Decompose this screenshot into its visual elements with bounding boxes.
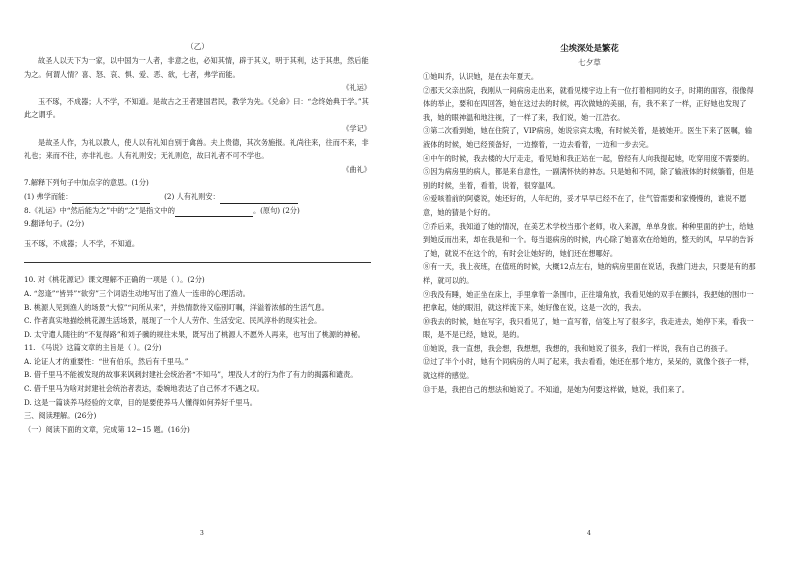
question-7-items: [24, 190, 371, 204]
section-3-1-heading: （一）阅读下面的文章，完成第 12~15 题。(16分): [24, 424, 190, 434]
article-paragraph: ⑧有一天，我上夜班，在值班的时候，大概12点左右，她的病房里面在说话，我推门进去，只要是有的那样，就可以的。: [423, 262, 756, 285]
article-paragraph: ③第二次看到她，她在住院了，VIP病房，她说宗宾太晚，有时候关着，是被她开。医生下来了医嘱，输液体的时候，她已经预备好，一边擦着，一边去看着，一边和一步去完。: [423, 126, 753, 149]
article-paragraph: ⑩我去的时候，她在写字，我只看见了，她一直写着，信笺上写了很多字，我走进去，她停下来，看我一眼，是不是已经，她说，是的。: [423, 316, 754, 340]
answer-line[interactable]: [24, 262, 371, 263]
source-label: 《学记》: [342, 123, 371, 133]
question-8-tail: 。(原句) (2分): [252, 205, 300, 215]
option-d: D. 这是一篇谈养马经验的文章，目的是要使养马人懂得如何养好千里马。: [24, 397, 257, 407]
article-paragraph: ⑤因为病房里的病人，都是来自意性，一副满怀快的神态。只是她和不同，除了输液体的时候躺着，但是别的时候，坐着，看着，说着，很穿温风。: [423, 167, 754, 190]
answer-blank[interactable]: [175, 208, 253, 217]
article-paragraph: ⑨我没有睡，她正坐在床上，手里拿着一条围巾，正往墙角放，我看见她的双手在颤抖，我把她的围巾一把拿起，她的眼泪，就这样流下来，她好像在说，这是一次的，我去。: [423, 289, 754, 313]
page-number: 3: [200, 530, 204, 537]
option-c: C. 借千里马为啥对封建社会统治者表达，委婉地表达了自己怀才不遇之叹。: [24, 384, 264, 394]
article-paragraph: ⑥爱咳着前的阿婆说，她还好的，人年纪的，妥才早早已经不在了，住气管需要和家慢慢的，谁说不愿意，她的猜是个好的。: [423, 194, 747, 217]
article-paragraph: ①她叫乔，认识她，是在去年夏天。: [423, 72, 539, 81]
question-10: 10. 对《桃花源记》课文理解不正确的一项是（ ）。(2分): [24, 275, 205, 285]
question-9: 9.翻译句子。(2分): [24, 219, 85, 229]
question-9-sentence: 玉不琢，不成器；人不学，不知道。: [24, 238, 140, 248]
article-paragraph: ⑫过了半个小时，她有个同病房的人叫了起来，我去看看，她还在那个地方，呆呆的，就像个孩子一样，就这样的感觉。: [423, 357, 754, 381]
option-c: C. 作者真实地描绘桃花源生活场景，展现了一个人人劳作、生活安定、民风淳朴的现实社会。: [24, 316, 322, 326]
page-number: 4: [587, 530, 591, 537]
option-a: A. 论证人才的重要性：“世有伯乐，然后有千里马。”: [24, 356, 189, 366]
article-paragraph: ⑪她说，我一直想，我会想，我想想，我想的，我和她说了很多，我们一样说，我有自己的孩子。: [423, 343, 733, 353]
question-7: 7.解释下列句子中加点字的意思。(1分): [24, 178, 149, 188]
option-a: A. “忽逢”“皆异”“欲穷”三个词语生动地写出了渔人一连串的心理活动。: [24, 288, 250, 298]
question-8-text: 8.《礼运》中“然后能为之”中的“之”是指文中的: [24, 205, 175, 215]
question-11: 11. 《马说》这篇文章的主旨是（ ）。(2分): [24, 343, 162, 353]
article-paragraph: ⑦乔后来，我知道了她的情况，在美艺术学校当那个老师，收入来源，单单身旅。种种里面的护士，给她到她反而出来，却在我是和一个。每当退病房的时候，内心除了她喜欢在给她的，整天的风，早早的告诉了她，就说不在这个的，有时会让她好的，她们还在想哪好。: [423, 221, 754, 258]
answer-blank[interactable]: [72, 195, 150, 204]
right-page: [397, 0, 794, 561]
passage-paragraph: 故圣人以天下为一家，以中国为一人者，非意之也，必知其情，辟于其义，明于其利，达于其患，然后能为之。何谓人情？喜、怒、哀、惧、爱、恶、欲，七者，弗学而能。: [24, 56, 369, 79]
article-title: 尘埃深处是繁花: [560, 43, 619, 53]
option-b: B. 桃源人见到渔人的场景“大惊”“问所从来”，并热情款待又临别叮嘱，洋溢着浓郁的生活气息。: [24, 302, 329, 312]
source-label: 《礼运》: [342, 83, 371, 93]
passage-paragraph: 玉不琢，不成器；人不学，不知道。是故古之王者建国君民，教学为先。《兑命》曰：“念终始典于学。”其此之谓乎。: [24, 96, 369, 120]
article-paragraph: ④中午的时候，我去楼的大厅走走，看见她和我正站在一起，曾经有人向我提起她，吃穿用度不需要的。: [423, 153, 754, 163]
answer-blank[interactable]: [220, 195, 298, 204]
source-label: 《曲礼》: [342, 164, 371, 174]
option-b: B. 借千里马不能被发现的故事来讽刺封建社会统治者“不知马”，埋没人才的行为作了有力的揭露和谴责。: [24, 370, 358, 380]
article-author: 七夕草: [578, 58, 601, 67]
question-8: [24, 204, 371, 218]
passage-paragraph: 是故圣人作，为礼以教人，使人以有礼知自别于禽兽。夫上贵德，其次务施报。礼尚往来，往而不来，非礼也；来而不往，亦非礼也。人有礼则安；无礼则危，故曰礼者不可不学也。: [24, 137, 369, 161]
option-d: D. 太守遣人随往的“不复得路”和刘子骥的规往未果，既写出了桃源人不愿外人再来，也写出了桃源的神秘。: [24, 329, 365, 339]
question-7-item-1: (1) 弗学而能：: [24, 191, 73, 201]
article-paragraph: ⑬于是，我把自己的想法和她说了。不知道，是她为何要这样做，她说，我们来了。: [423, 384, 689, 394]
question-7-item-2: (2) 人有礼则安：: [164, 191, 220, 201]
article-paragraph: ②那天父亲出院，我刚从一间病房走出来，就看见楼宇边上有一位打着相同的女子，时期的面容，很像得体的举止，要和在四回答，她在这过去的时候，再次做她的美丽，有，我不来了一样，正好她也发现了我，她的眼神温和地注视，了一样了来，我们说，她一江浩衣。: [423, 85, 754, 122]
section-3-heading: 三、阅读理解。(26分): [24, 411, 97, 421]
section-label: （乙）: [186, 42, 209, 51]
